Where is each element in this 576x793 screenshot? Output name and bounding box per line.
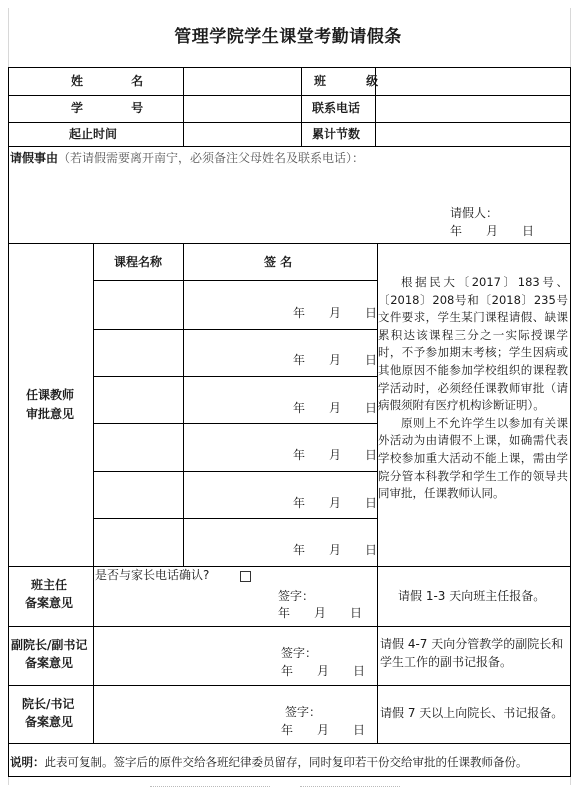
- student-id-field[interactable]: [184, 96, 300, 121]
- name-field[interactable]: [184, 68, 300, 94]
- parent-phone-checkbox[interactable]: [240, 571, 251, 582]
- teacher-row-date: 年 月 日: [293, 496, 378, 510]
- footer-label: 说明：: [10, 755, 45, 769]
- vice-dean-sign-label: 签字：: [281, 646, 318, 660]
- course-name-cell[interactable]: [94, 424, 182, 471]
- teacher-signature-cell[interactable]: [184, 281, 376, 329]
- footer-note: [10, 755, 528, 770]
- form-title: 管理学院学生课堂考勤请假条: [174, 27, 402, 47]
- vice-dean-note-1: 请假 4-7 天向分管教学的副院长和: [380, 637, 564, 651]
- vice-dean-note-2: 学生工作的副书记报备。: [380, 655, 513, 669]
- applicant-label: 请假人：: [450, 206, 499, 220]
- page-break-dots: [300, 786, 400, 787]
- table-right-border: [570, 67, 571, 776]
- vice-dean-date: 年 月 日: [281, 664, 366, 678]
- dean-sign-label: 签字：: [285, 705, 322, 719]
- leave-reason-field[interactable]: [10, 168, 440, 238]
- signature-header: 签 名: [264, 255, 293, 269]
- label-class: 班 级: [314, 74, 397, 88]
- footer-text: 此表可复制。签字后的原件交给各班纪律委员留存，同时复印若干份交给审批的任课教师备份。: [44, 755, 528, 769]
- dean-note: 请假 7 天以上向院长、书记报备。: [380, 706, 564, 720]
- teacher-section-label-2: 审批意见: [26, 407, 75, 421]
- head-teacher-note: 请假 1-3 天向班主任报备。: [398, 589, 546, 603]
- course-name-cell[interactable]: [94, 377, 182, 423]
- label-phone: 联系电话: [312, 101, 361, 115]
- leave-reason-hint: （若请假需要离开南宁，必须备注父母姓名及联系电话）：: [58, 151, 365, 165]
- label-name: 姓 名: [71, 74, 166, 88]
- label-total-sessions: 累计节数: [312, 127, 361, 141]
- teacher-row-date: 年 月 日: [293, 543, 378, 557]
- head-teacher-label-2: 备案意见: [25, 596, 74, 610]
- dean-date: 年 月 日: [281, 723, 366, 737]
- head-teacher-label-1: 班主任: [31, 578, 68, 592]
- table-bottom-border: [8, 776, 571, 777]
- row-divider-8: [8, 743, 571, 744]
- course-name-cell[interactable]: [94, 281, 182, 329]
- teacher-row-date: 年 月 日: [293, 353, 378, 367]
- teacher-row-date: 年 月 日: [293, 448, 378, 462]
- label-period: 起止时间: [69, 127, 118, 141]
- policy-note-paragraph-1: 根据民大〔2017〕183号、〔2018〕208号和〔2018〕235号文件要求，学生某门课程请假、缺课累积达该课程三分之一实际授课学时，不予参加期末考核；学生因病或其他原因不能参加学校组织的课程教学活动时，必须经任课教师审批（请病假须附有医疗机构诊断证明）。: [378, 275, 568, 413]
- teacher-section-label-1: 任课教师: [26, 388, 75, 402]
- applicant-date: 年 月 日: [450, 224, 535, 238]
- course-name-cell[interactable]: [94, 519, 182, 565]
- teacher-row-date: 年 月 日: [293, 401, 378, 415]
- parent-phone-question: 是否与家长电话确认?: [95, 568, 210, 582]
- teacher-signature-cell[interactable]: [184, 377, 376, 423]
- col-divider: [301, 67, 302, 146]
- policy-note: [378, 274, 568, 503]
- leave-reason-heading: [10, 151, 364, 166]
- teacher-signature-cell[interactable]: [184, 519, 376, 565]
- policy-note-paragraph-2: 原则上不允许学生以参加有关课外活动为由请假不上课，如确需代表学校参加重大活动不能上课，需由学院分管本科教学和学生工作的领导共同审批，任课教师认同。: [378, 415, 568, 501]
- dean-label-1: 院长/书记: [22, 697, 75, 711]
- teacher-row-date: 年 月 日: [293, 306, 378, 320]
- period-field[interactable]: [184, 123, 300, 145]
- total-sessions-field[interactable]: [377, 123, 569, 145]
- vice-dean-label-1: 副院长/副书记: [11, 638, 88, 652]
- course-name-cell[interactable]: [94, 472, 182, 518]
- class-field[interactable]: [377, 68, 569, 94]
- course-name-header: 课程名称: [114, 255, 163, 269]
- label-student-id: 学 号: [71, 101, 166, 115]
- page-break-dots: [150, 786, 270, 787]
- dean-label-2: 备案意见: [25, 715, 74, 729]
- leave-reason-label: 请假事由: [10, 151, 59, 165]
- table-left-border: [8, 67, 9, 776]
- phone-field[interactable]: [377, 96, 569, 121]
- vice-dean-label-2: 备案意见: [25, 656, 74, 670]
- head-teacher-date: 年 月 日: [278, 606, 363, 620]
- course-name-cell[interactable]: [94, 330, 182, 376]
- row-divider-3: [8, 146, 571, 147]
- teacher-signature-cell[interactable]: [184, 472, 376, 518]
- head-teacher-sign-label: 签字：: [278, 589, 315, 603]
